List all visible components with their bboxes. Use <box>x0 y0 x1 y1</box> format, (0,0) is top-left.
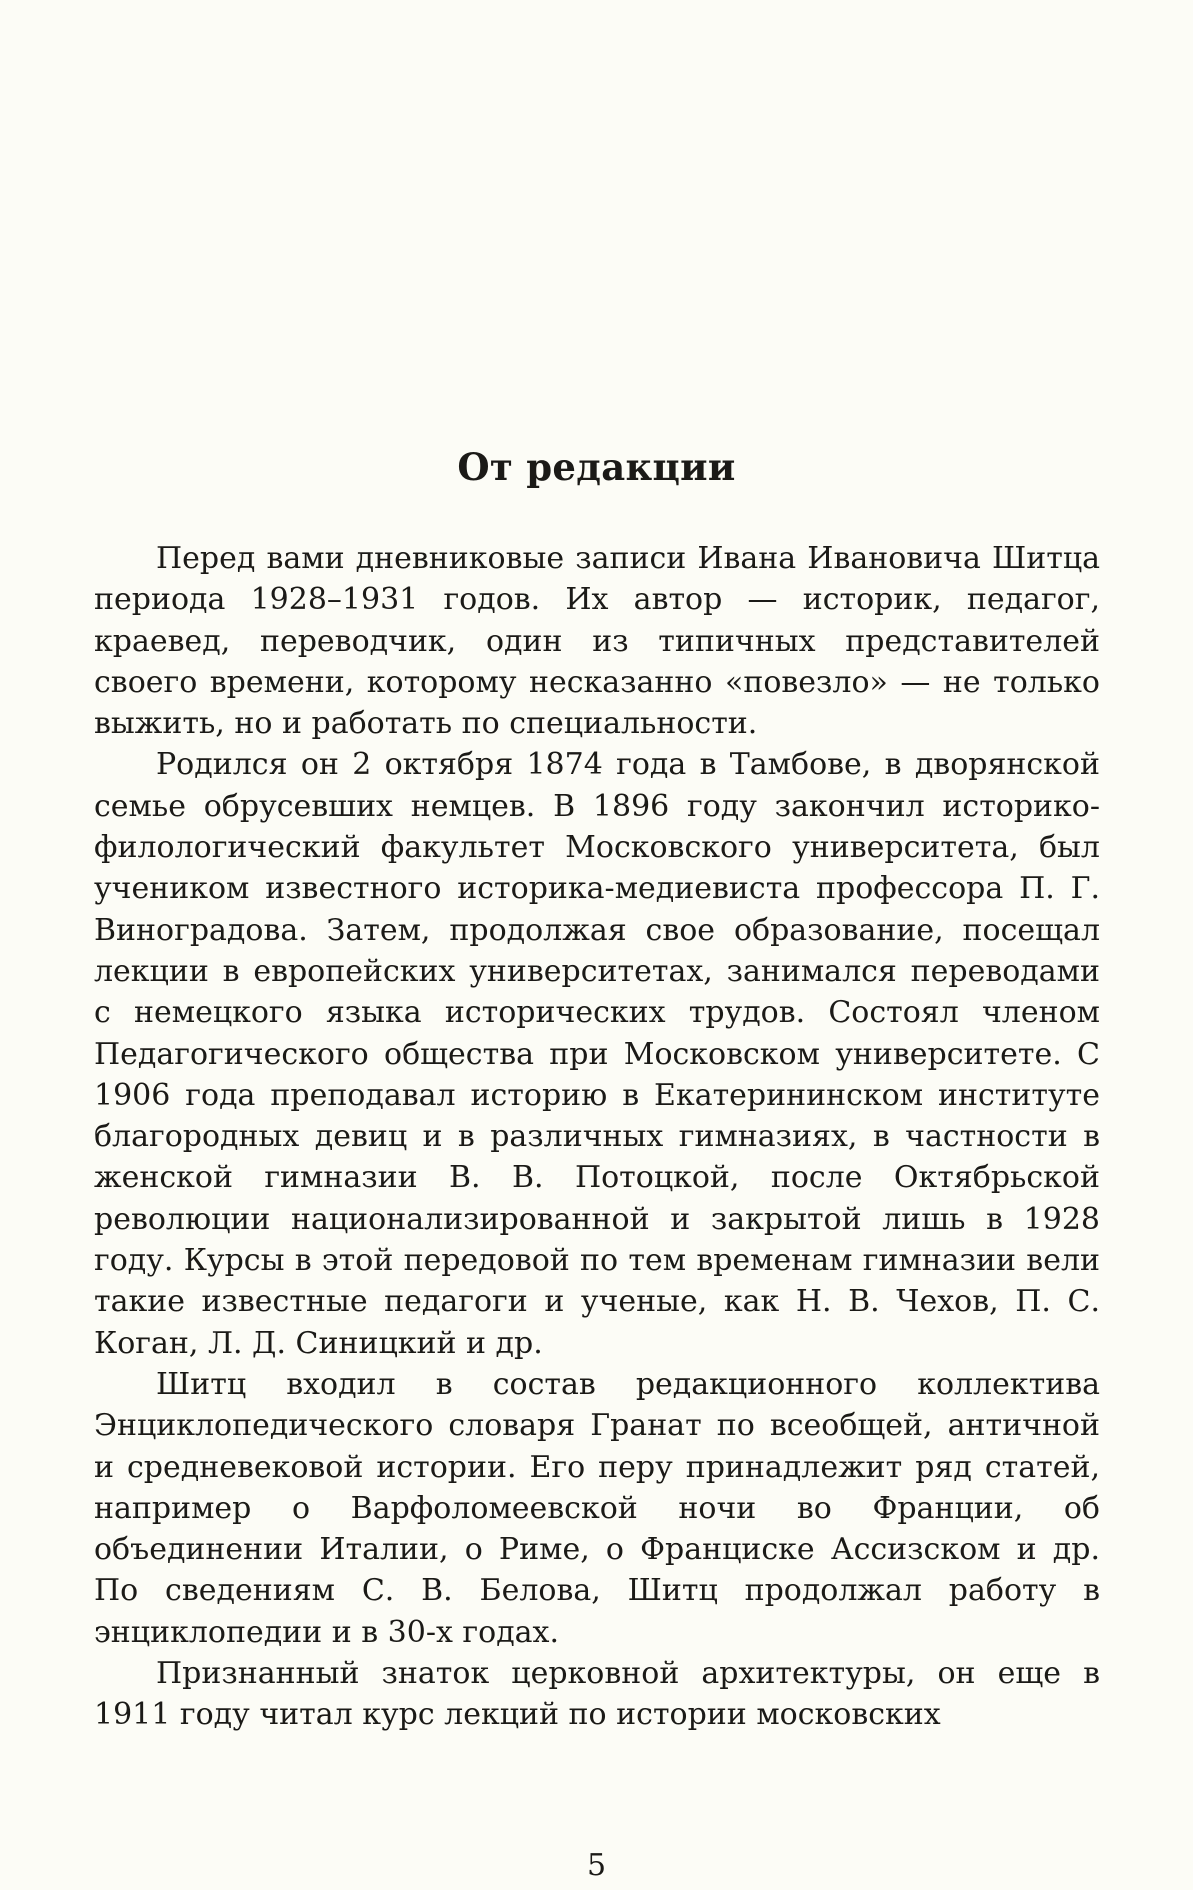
section-title: От редакции <box>457 445 736 489</box>
paragraph-1: Перед вами дневниковые записи Ивана Ивановича Шитца периода 1928–1931 годов. Их автор — историк, педагог, краевед, переводчик, один из типичных представителей своего времени, которому несказанно «повезло» — не только выжить, но и работать по специальности. <box>94 541 1100 742</box>
paragraph-4: Признанный знаток церковной архитектуры, он еще в 1911 году читал курс лекций по истории московских <box>94 1656 1100 1733</box>
paragraph-3: Шитц входил в состав редакционного коллектива Энциклопедического словаря Гранат по всеобщей, античной и средневековой истории. Его перу принадлежит ряд статей, например о Варфоломеевской ночи во Франции, об объединении Италии, о Риме, о Франциске Ассизском и др. По сведениям С. В. Белова, Шитц продолжал работу в энциклопедии и в 30-х годах. <box>94 1366 1100 1650</box>
page-number: 5 <box>586 1848 607 1883</box>
paragraph-2: Родился он 2 октября 1874 года в Тамбове, в дворянской семье обрусевших немцев. В 1896 году закончил историко-филологический факультет Московского университета, был учеником известного историка-медиевиста профессора П. Г. Виноградова. Затем, продолжая свое образование, посещал лекции в европейских университетах, занимался переводами с немецкого языка исторических трудов. Состоял членом Педагогического общества при Московском университете. С 1906 года преподавал историю в Екатерининском институте благородных девиц и в различных гимназиях, в частности в женской гимназии В. В. Потоцкой, после Октябрьской революции национализированной и закрытой лишь в 1928 году. Курсы в этой передовой по тем временам гимназии вели такие известные педагоги и ученые, как Н. В. Чехов, П. С. Коган, Л. Д. Синицкий и др. <box>94 747 1100 1361</box>
body-text <box>94 538 1100 1736</box>
